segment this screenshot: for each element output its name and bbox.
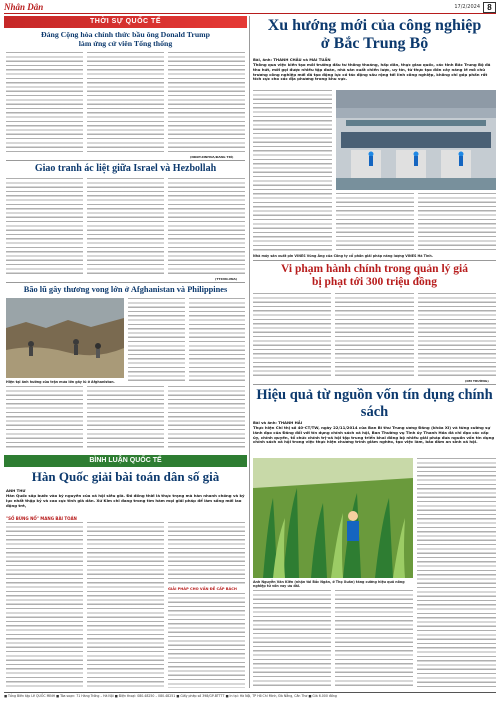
israel-headline: Giao tranh ác liệt giữa Israel và Hezbollah: [34, 163, 217, 174]
israel-body: [6, 178, 245, 276]
credit-byline: Bài và ảnh: THANH HẢI: [253, 420, 303, 425]
page-number: 8: [483, 2, 496, 13]
newspaper-logo: Nhân Dân: [4, 2, 44, 12]
credit-caption: Anh Nguyễn Văn Kiên (nhận tài Bắc Ngân, ở Thọ Xuân) tăng cường hiệu quả nông nghiệp từ vốn vay ưu đãi.: [253, 580, 405, 588]
credit-lead: Thực hiện Chỉ thị số 40-CT/TW, ngày 22/11/2014 của Ban Bí thư Trung ương Đảng (khóa XI) và từng cường sự lãnh đạo của Đảng đối với tín dụng chính sách xã hội, Ban Thường vụ Tỉnh ủy Thanh Hóa đã chỉ đạo các cấp ủy, chính quyền, tổ chức chính trị-xã hội tập trung triển khai đồng bộ nhiều giải pháp đưa nguồn vốn tín dụng chính sách xã hội trong việc thực hiện chương trình giảm nghèo, tạo việc làm, bảo đảm an sinh xã hội.: [253, 426, 495, 445]
industry-byline: Bài, ảnh: THANH CHÂU và MAI TUẤN: [253, 57, 331, 62]
flood-headline: Bão lũ gây thương vong lớn ở Afghanistan và Philippines: [23, 285, 228, 294]
commentary-subhead-2: GIẢI PHÁP CHO VẤN ĐỀ CẤP BÁCH: [168, 587, 237, 592]
israel-source-tag: (TTXVN-VNA): [215, 277, 238, 281]
commentary-lead: Hàn Quốc sắp bước vào kỷ nguyên của xã hội siêu già. Đó đồng thời là thực trạng mà hàn nhanh chóng và kỷ lục nhất thập kỷ và cao cực tinh già dân. Xứ Kim chi đang trong tìm hàm mọi giải pháp để làm sống mới lao động trẻ,: [6, 494, 245, 508]
page-masthead: [4, 2, 496, 14]
farm-photo-art: [253, 458, 413, 578]
credit-photo: [253, 458, 413, 578]
divider: [253, 260, 496, 261]
industry-photo: [336, 90, 496, 190]
flood-body-lower: [6, 386, 245, 448]
trump-headline: Đảng Cộng hòa chính thức bầu ông Donald Trump làm ứng cử viên Tổng thống: [40, 30, 211, 48]
commentary-body: [6, 522, 245, 688]
credit-body-lower: [253, 590, 413, 688]
commentary-banner: BÌNH LUẬN QUỐC TẾ: [4, 455, 247, 467]
flood-caption: Hiện tại ảnh hưởng của trận mưa lớn gây lũ ở Afghanistan.: [6, 380, 115, 384]
industry-lead: Thông qua việc kiến tạo môi trường đầu tư thông thoáng, hấp dẫn, thực giao quốc, các tỉnh Bắc Trung Bộ đã thu hút, mời gọi được nhiều tập đoàn, nhà sản xuất chiến lược, uy tín, từ thực tạo đồn cây năng lề mô chủ trương công nghiệp mới đã tạo động lực có tác động sâu rộng tới lĩnh công nghiệp, không chỉ góp phần rất tích cực cho các địa phương trong khu vực.: [253, 63, 491, 82]
issue-date: 17/2/2024: [454, 4, 480, 10]
divider: [6, 282, 245, 283]
section-banner: THỜI SỰ QUỐC TẾ: [4, 16, 247, 28]
flood-photo: [6, 298, 124, 378]
commentary-subhead-1: "SỐ BÙNG NỔ" MANG BÀI TOÁN: [6, 516, 77, 521]
credit-body-right: [417, 458, 496, 688]
column-divider: [249, 16, 250, 688]
industry-headline: Xu hướng mới của công nghiệp ở Bắc Trung Bộ: [267, 17, 482, 53]
divider: [253, 384, 496, 385]
price-fine-headline: Vi phạm hành chính trong quản lý giá bị phạt tới 300 triệu đồng: [281, 263, 468, 289]
industry-body-left: [253, 90, 332, 252]
page-footer: ■ Tổng Biên tập Lê QUỐC MINH ■ Tòa soạn: 71 Hàng Trống – Hà Nội ■ Điện thoại: 080.48250 – 080.48251 ■ Giấy phép số 398/GP-BTTTT ■ In tại: Hà Nội, TP Hồ Chí Minh, Đà Nẵng, Cần Thơ ■ Giá 6.000 đồng: [4, 692, 496, 701]
flood-body: [128, 298, 245, 383]
price-fine-body: [253, 293, 496, 378]
factory-photo-art: [336, 90, 496, 190]
divider: [6, 160, 245, 161]
price-fine-source-tag: (DM TRƯỜNG): [465, 379, 489, 383]
industry-body-right: [336, 193, 496, 252]
trump-source-tag: (NDĐT-XINHUA/ĐANG TRÍ): [190, 155, 234, 159]
credit-headline: Hiệu quả từ nguồn vốn tín dụng chính sách: [256, 387, 493, 420]
commentary-headline: Hàn Quốc giải bài toán dân số già: [31, 469, 220, 484]
industry-caption: Nhà máy sản xuất pin VINES Vũng Áng của Công ty cổ phần giải pháp năng lượng VINES Hà Tĩnh.: [253, 254, 434, 258]
commentary-byline: ANH THƯ: [6, 488, 26, 493]
trump-body: [6, 52, 245, 154]
flood-photo-art: [6, 298, 124, 378]
